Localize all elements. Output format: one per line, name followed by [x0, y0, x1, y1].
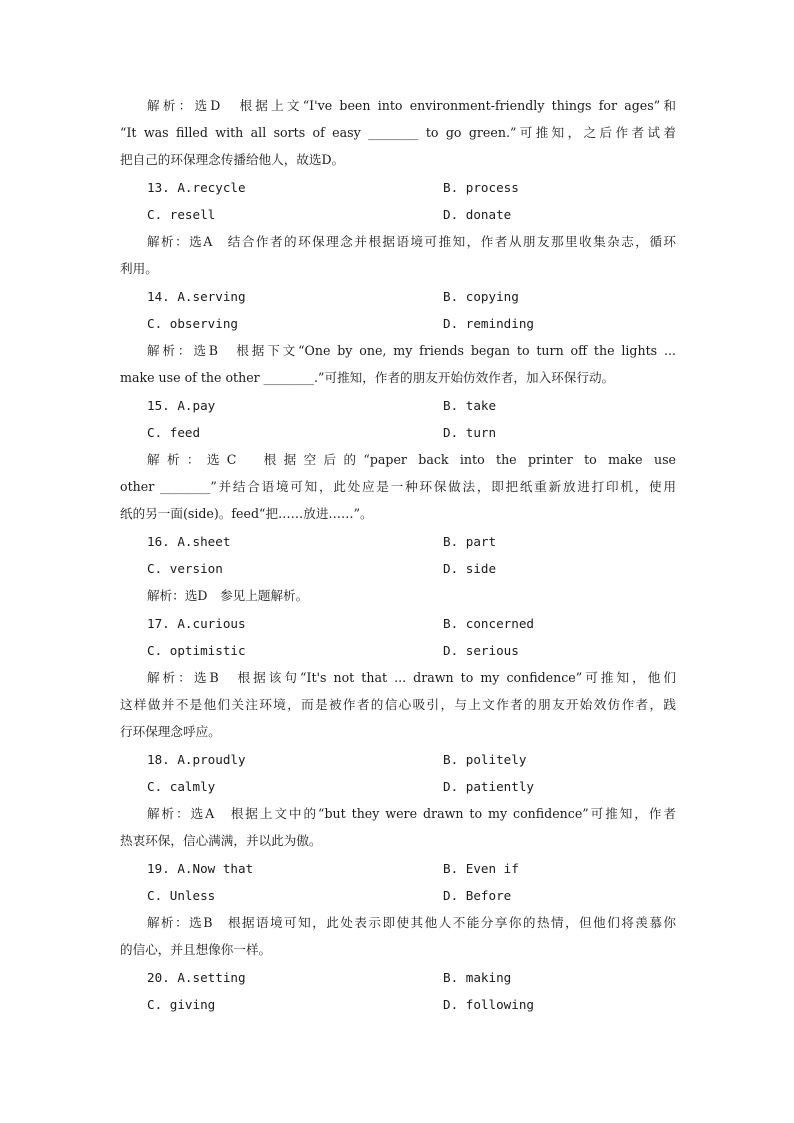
option-c: C. calmly	[147, 779, 216, 795]
option-d: D. Before	[443, 888, 512, 904]
option-b: B. process	[443, 180, 519, 195]
option-a: 20. A.setting	[147, 970, 246, 985]
option-b: B. part	[443, 534, 497, 549]
option-d: D. patiently	[443, 779, 534, 795]
option-d: D. following	[443, 997, 534, 1013]
option-c: C. giving	[147, 997, 216, 1013]
option-b: B. Even if	[443, 861, 519, 876]
option-b: B. concerned	[443, 616, 534, 631]
explanation-continuation-line: other ________”并结合语境可知，此处应是一种环保做法，即把纸重新放进打印机，使用	[120, 479, 676, 495]
option-b: B. politely	[443, 752, 527, 767]
explanation-continuation-line: make use of the other ________.”可推知，作者的朋友开始仿效作者，加入环保行动。	[120, 370, 615, 386]
option-d: D. serious	[443, 643, 519, 659]
explanation-line: 解析：选A 根据上文中的“but they were drawn to my confidence”可推知，作者	[147, 806, 676, 821]
explanation-continuation-line: 行环保理念呼应。	[120, 724, 221, 740]
option-a: 18. A.proudly	[147, 752, 246, 767]
explanation-line: 解析：选D 根据上文“I've been into environment-friendly things for ages”和	[147, 98, 676, 113]
option-c: C. Unless	[147, 888, 216, 904]
option-b: B. making	[443, 970, 512, 985]
explanation-line: 解析：选B 根据语境可知，此处表示即使其他人不能分享你的热情，但他们将羡慕你	[147, 915, 676, 930]
option-a: 19. A.Now that	[147, 861, 254, 876]
option-a: 15. A.pay	[147, 398, 216, 413]
option-d: D. donate	[443, 207, 512, 223]
option-d: D. side	[443, 561, 497, 577]
explanation-line: 解析：选B 根据该句“It's not that ... drawn to my confidence”可推知，他们	[147, 670, 676, 685]
option-c: C. version	[147, 561, 223, 577]
explanation-continuation-line: 这样做并不是他们关注环境，而是被作者的信心吸引，与上文作者的朋友开始效仿作者，践	[120, 697, 676, 713]
explanation-line: 解析：选A 结合作者的环保理念并根据语境可推知，作者从朋友那里收集杂志，循环	[147, 234, 676, 249]
explanation-continuation-line: 利用。	[120, 261, 158, 277]
explanation-continuation-line: 的信心，并且想像你一样。	[120, 942, 272, 958]
explanation-line: 解析：选C 根据空后的“paper back into the printer to make use	[147, 452, 676, 467]
option-a: 16. A.sheet	[147, 534, 231, 549]
option-c: C. optimistic	[147, 643, 246, 659]
option-b: B. take	[443, 398, 497, 413]
option-a: 17. A.curious	[147, 616, 246, 631]
explanation-line: 解析：选B 根据下文“One by one, my friends began to turn off the lights ...	[147, 343, 676, 358]
option-c: C. feed	[147, 425, 201, 441]
option-d: D. reminding	[443, 316, 534, 332]
explanation-continuation-line: 纸的另一面(side)。feed“把……放进……”。	[120, 506, 373, 522]
option-a: 13. A.recycle	[147, 180, 246, 195]
option-b: B. copying	[443, 289, 519, 304]
explanation-continuation-line: 把自己的环保理念传播给他人，故选D。	[120, 152, 345, 168]
option-c: C. observing	[147, 316, 238, 332]
explanation-line: 解析：选D 参见上题解析。	[147, 588, 309, 603]
explanation-continuation-line: 热衷环保，信心满满，并以此为傲。	[120, 833, 322, 849]
explanation-continuation-line: “It was filled with all sorts of easy ________ to go green.”可推知，之后作者试着	[120, 125, 676, 141]
option-a: 14. A.serving	[147, 289, 246, 304]
option-d: D. turn	[443, 425, 497, 441]
option-c: C. resell	[147, 207, 216, 223]
